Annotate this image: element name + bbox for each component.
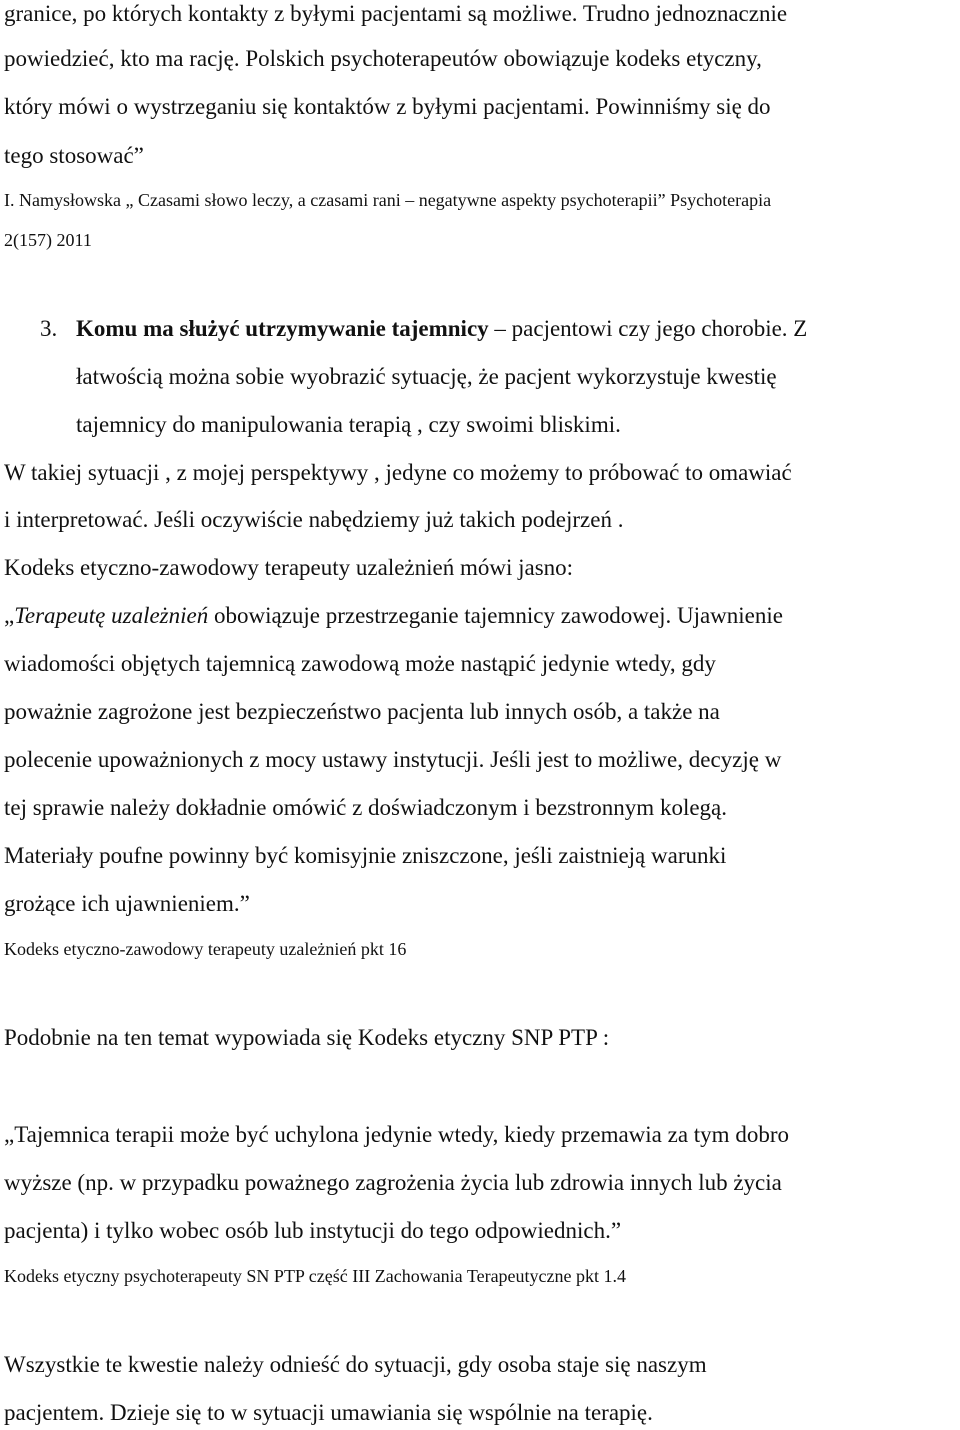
quote-rest: obowiązuje przestrzeganie tajemnicy zawodowej. Ujawnienie xyxy=(208,603,783,628)
citation-line: 2(157) 2011 xyxy=(4,230,92,250)
quote-line: pacjenta) i tylko wobec osób lub instytucji do tego odpowiednich.” xyxy=(4,1218,622,1243)
body-line: i interpretować. Jeśli oczywiście nabędziemy już takich podejrzeń . xyxy=(4,507,624,532)
citation-line: Kodeks etyczno-zawodowy terapeuty uzależnień pkt 16 xyxy=(4,939,407,959)
quote-line: tej sprawie należy dokładnie omówić z doświadczonym i bezstronnym kolegą. xyxy=(4,795,728,820)
body-line: Podobnie na ten temat wypowiada się Kodeks etyczny SNP PTP : xyxy=(4,1025,610,1050)
point-heading-line xyxy=(76,315,807,343)
open-quote: „ xyxy=(4,603,15,628)
quote-line xyxy=(4,602,783,630)
body-line: Kodeks etyczno-zawodowy terapeuty uzależnień mówi jasno: xyxy=(4,555,574,580)
citation-line: I. Namysłowska „ Czasami słowo leczy, a czasami rani – negatywne aspekty psychoterapii” Psychoterapia xyxy=(4,190,772,210)
quote-line: wyższe (np. w przypadku poważnego zagrożenia życia lub zdrowia innych lub życia xyxy=(4,1170,782,1195)
quote-italic: Terapeutę uzależnień xyxy=(14,603,209,628)
point-heading: Komu ma służyć utrzymywanie tajemnicy xyxy=(76,316,489,341)
intro-line: granice, po których kontakty z byłymi pacjentami są możliwe. Trudno jednoznacznie xyxy=(4,1,788,26)
closing-line: pacjentem. Dzieje się to w sytuacji umawiania się wspólnie na terapię. xyxy=(4,1400,653,1425)
citation-line: Kodeks etyczny psychoterapeuty SN PTP część III Zachowania Terapeutyczne pkt 1.4 xyxy=(4,1266,627,1286)
point-heading-rest: – pacjentowi czy jego chorobie. Z xyxy=(488,316,808,341)
point-line: tajemnicy do manipulowania terapią , czy swoimi bliskimi. xyxy=(76,412,621,437)
quote-line: poważnie zagrożone jest bezpieczeństwo pacjenta lub innych osób, a także na xyxy=(4,699,720,724)
quote-line: polecenie upoważnionych z mocy ustawy instytucji. Jeśli jest to możliwe, decyzję w xyxy=(4,747,782,772)
intro-line: który mówi o wystrzeganiu się kontaktów z byłymi pacjentami. Powinniśmy się do xyxy=(4,94,771,119)
intro-line: tego stosować” xyxy=(4,143,144,168)
list-number: 3. xyxy=(40,316,58,341)
quote-line: Materiały poufne powinny być komisyjnie zniszczone, jeśli zaistnieją warunki xyxy=(4,843,727,868)
closing-line: Wszystkie te kwestie należy odnieść do sytuacji, gdy osoba staje się naszym xyxy=(4,1352,707,1377)
quote-line: grożące ich ujawnieniem.” xyxy=(4,891,250,916)
point-line: łatwością można sobie wyobrazić sytuację, że pacjent wykorzystuje kwestię xyxy=(76,364,777,389)
intro-line: powiedzieć, kto ma rację. Polskich psychoterapeutów obowiązuje kodeks etyczny, xyxy=(4,46,762,71)
quote-line: „Tajemnica terapii może być uchylona jedynie wtedy, kiedy przemawia za tym dobro xyxy=(4,1122,789,1147)
quote-line: wiadomości objętych tajemnicą zawodową może nastąpić jedynie wtedy, gdy xyxy=(4,651,716,676)
body-line: W takiej sytuacji , z mojej perspektywy , jedyne co możemy to próbować to omawiać xyxy=(4,460,792,485)
